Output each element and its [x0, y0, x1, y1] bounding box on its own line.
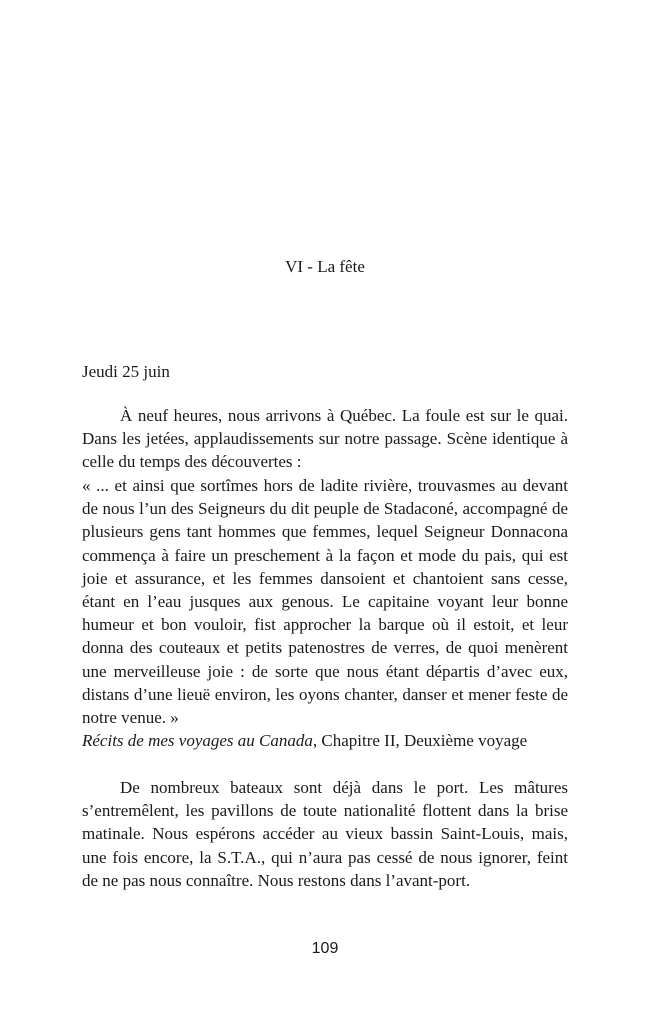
- citation-details: , Chapitre II, Deuxième voyage: [312, 731, 528, 751]
- paragraph-text: De nombreux bateaux sont déjà dans le port. Les mâtures s’entremêlent, les pavillons de toute nationalité flottent dans la brise matinale. Nous espérons accéder au vieux bassin Saint-Louis, mais, une fois encore, la S.T.A., qui n’aura pas cessé de nous ignorer, feint de ne pas nous connaître. Nous restons dans l’avant-port.: [82, 778, 568, 890]
- quote-block: [82, 474, 568, 752]
- chapter-title: VI - La fête: [285, 257, 365, 276]
- quote-text: « ... et ainsi que sortîmes hors de ladite rivière, trouvasmes au devant de nous l’un des Seigneurs du dit peuple de Stadaconé, accompagné de plusieurs gens tant hommes que femmes, lequel Seigneur Donnacona commença à faire un preschement à la façon et mode du pais, qui est joie et assurance, et les femmes dansoient et chantoient sans cesse, étant en l’eau jusques aux genous. Le capitaine voyant leur bonne humeur et bon vouloir, fist approcher la barque où il estoit, et leur donna des couteaux et petits patenostres de verres, de quoi menèrent une merveilleuse joie : de sorte que nous étant départis d’avec eux, distans d’une lieuë environ, les oyons chanter, danser et mener feste de notre venue. »: [82, 476, 568, 728]
- citation-work-title: Récits de mes voyages au Canada: [82, 731, 313, 751]
- paragraph-text: À neuf heures, nous arrivons à Québec. La foule est sur le quai. Dans les jetées, applaudissements sur notre passage. Scène identique à celle du temps des découvertes :: [82, 406, 568, 472]
- body-paragraph-1: [82, 404, 568, 474]
- body-paragraph-2: [82, 776, 568, 892]
- page-number: 109: [311, 940, 339, 957]
- citation: [82, 729, 568, 752]
- date-heading: Jeudi 25 juin: [82, 362, 170, 381]
